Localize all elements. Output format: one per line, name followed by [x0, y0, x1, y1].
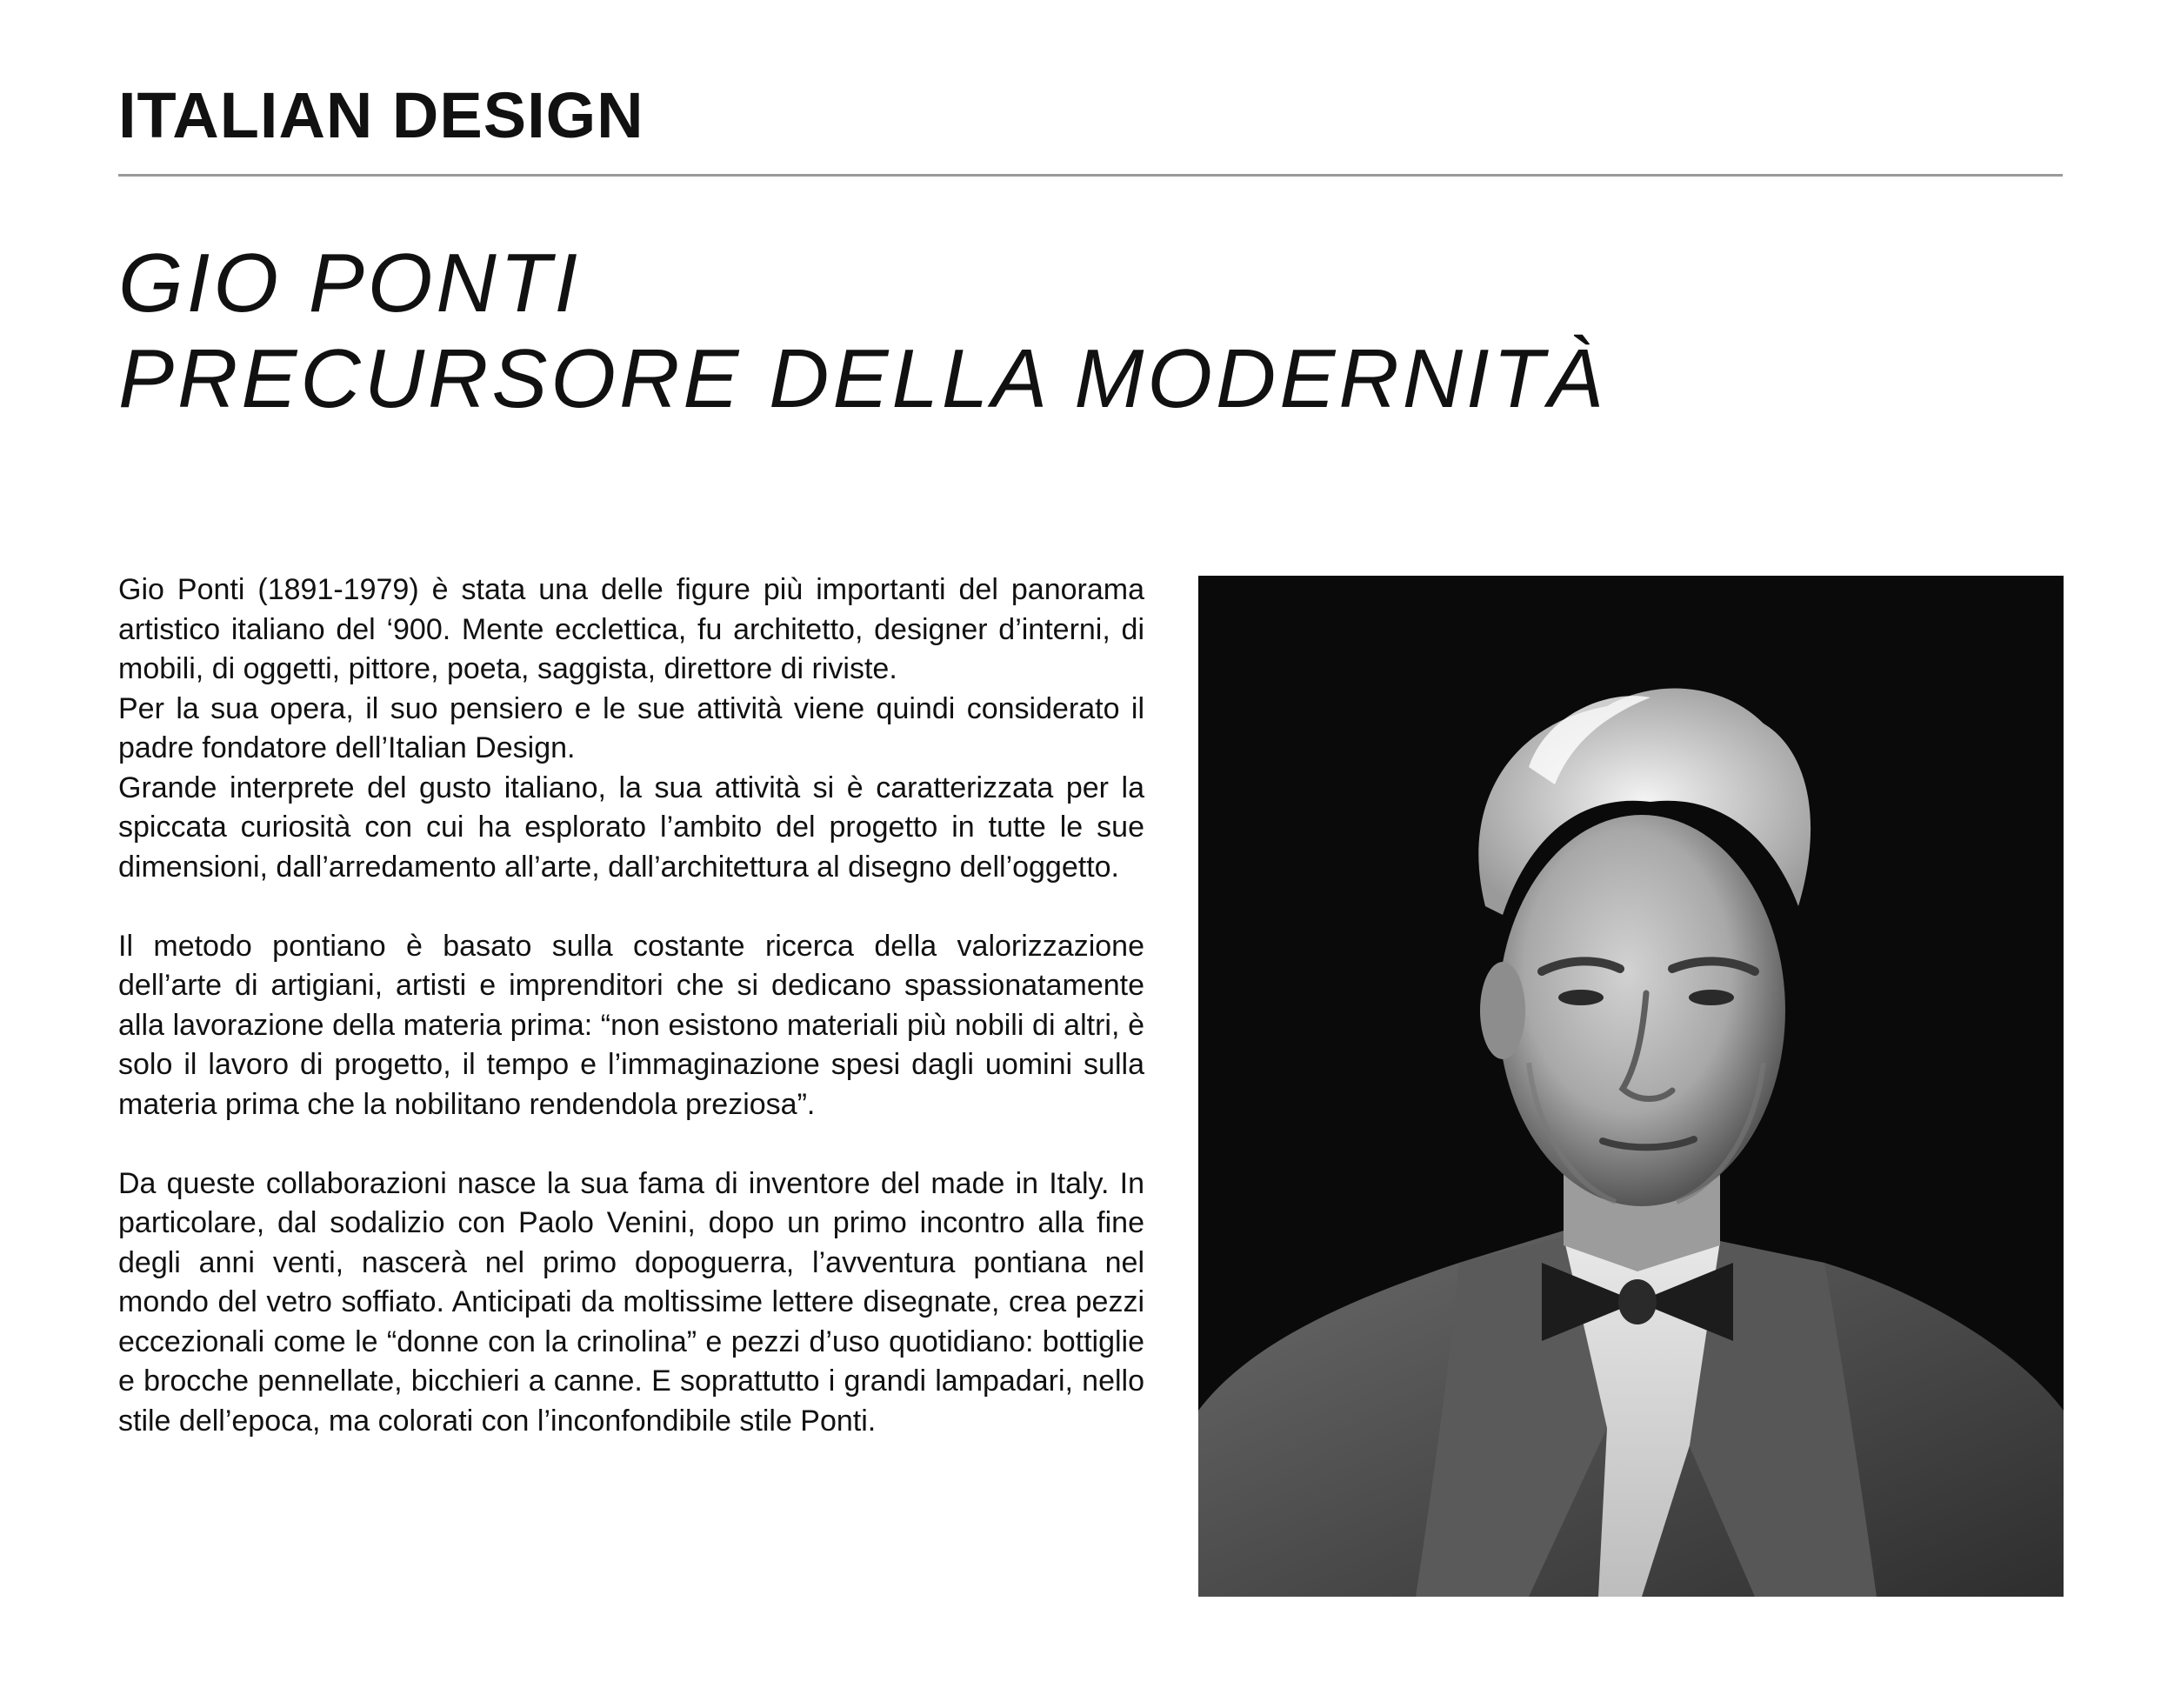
page-title [118, 237, 1607, 433]
portrait-illustration [1198, 576, 2064, 1597]
page-title-line-1: GIO PONTI [118, 237, 582, 330]
section-title: ITALIAN DESIGN [118, 79, 644, 151]
paragraph-spacer [118, 887, 1144, 927]
paragraph-spacer [118, 1124, 1144, 1164]
article-body [118, 570, 1144, 1441]
paragraph-method: Il metodo pontiano è basato sulla costante ricerca della valorizzazione dell’arte di artigiani, artisti e imprenditori che si dedicano spassionatamente alla lavorazione della materia prima: “non esistono materiali più nobili di altri, è solo il lavoro di progetto, il tempo e l’immaginazione spesi dagli uomini sulla materia prima che la nobilitano rendendola preziosa”. [118, 929, 1144, 1121]
header-divider [118, 174, 2063, 177]
paragraph-interpreter: Grande interprete del gusto italiano, la sua attività si è caratterizzata per la spiccata curiosità con cui ha esplorato l’ambito del progetto in tutte le sue dimensioni, dall’arredamento all’arte, dall’architettura al disegno dell’oggetto. [118, 771, 1144, 884]
portrait-photo [1198, 576, 2064, 1597]
paragraph-intro: Gio Ponti (1891-1979) è stata una delle figure più importanti del panorama artistico italiano del ‘900. Mente ecclettica, fu architetto, designer d’interni, di mobili, di oggetti, pittore, poeta, saggista, direttore di riviste. [118, 573, 1144, 685]
paragraph-founder: Per la sua opera, il suo pensiero e le sue attività viene quindi considerato il padre fondatore dell’Italian Design. [118, 691, 1144, 764]
page-title-line-2: PRECURSORE DELLA MODERNITÀ [118, 332, 1607, 425]
paragraph-collaborations: Da queste collaborazioni nasce la sua fama di inventore del made in Italy. In particolare, dal sodalizio con Paolo Venini, dopo un primo incontro alla fine degli anni venti, nascerà nel primo dopoguerra, l’avventura pontiana nel mondo del vetro soffiato. Anticipati da moltissime lettere disegnate, crea pezzi eccezionali come le “donne con la crinolina” e pezzi d’uso quotidiano: bottiglie e brocche pennellate, bicchieri a canne. E soprattutto i grandi lampadari, nello stile dell’epoca, ma colorati con l’inconfondibile stile Ponti. [118, 1166, 1144, 1438]
